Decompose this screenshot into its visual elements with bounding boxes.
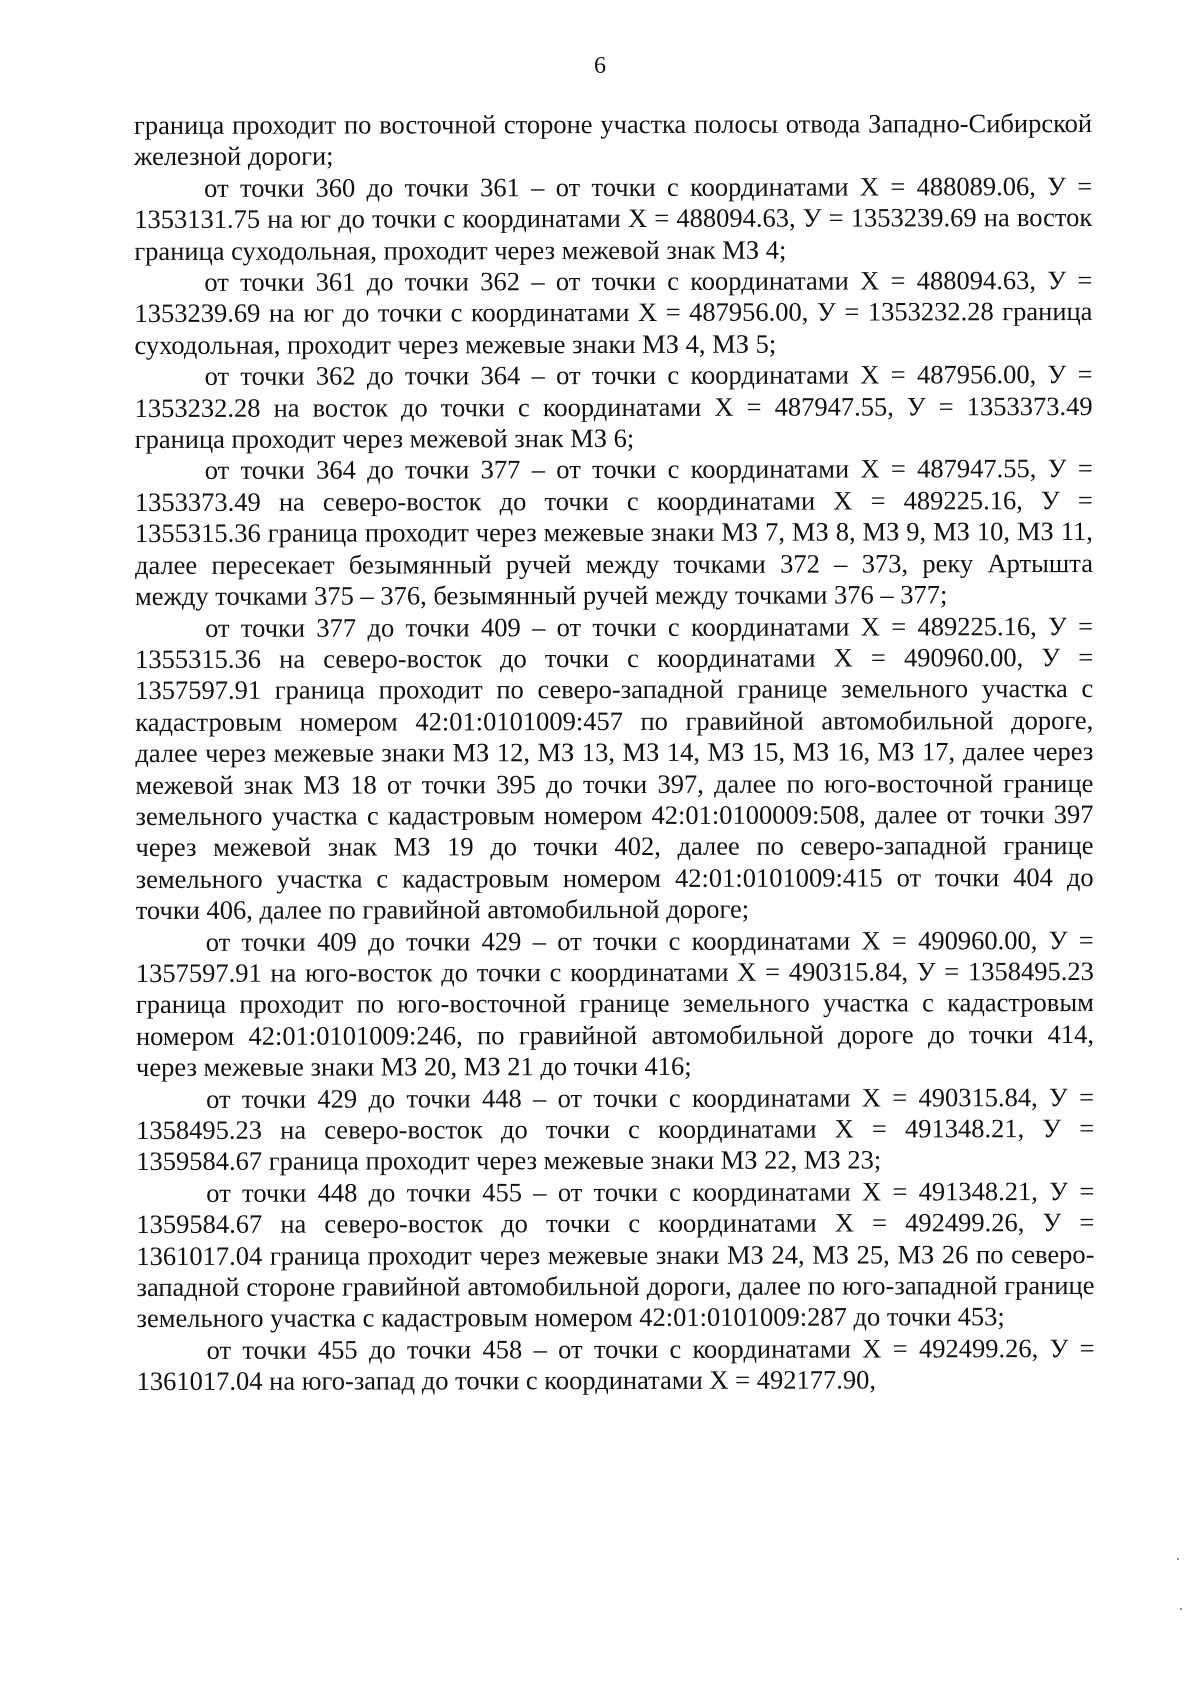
paragraph-segment-429-448: от точки 429 до точки 448 – от точки с координатами Х = 490315.84, У = 1358495.23 на северо-восток до точки с координатами Х = 491348.21, У = 1359584.67 граница проходит через межевые знаки МЗ 22, МЗ 23; [136, 1081, 1095, 1177]
document-body [134, 108, 1095, 1398]
paragraph-segment-448-455: от точки 448 до точки 455 – от точки с координатами Х = 491348.21, У = 1359584.67 на северо-восток до точки с координатами Х = 492499.26, У = 1361017.04 граница проходит через межевые знаки МЗ 24, МЗ 25, МЗ 26 по северо-западной стороне гравийной автомобильной дороги, далее по юго-западной границе земельного участка с кадастровым номером 42:01:0101009:287 до точки 453; [136, 1175, 1095, 1334]
page-number: 6 [594, 53, 606, 79]
scan-speck [1180, 1608, 1182, 1610]
paragraph-segment-377-409: от точки 377 до точки 409 – от точки с координатами Х = 489225.16, У = 1355315.36 на северо-восток до точки с координатами Х = 490960.00, У = 1357597.91 граница проходит по северо-западной границе земельного участка с кадастровым номером 42:01:0101009:457 по гравийной автомобильной дороге, далее через межевые знаки МЗ 12, МЗ 13, МЗ 14, МЗ 15, МЗ 16, МЗ 17, далее через межевой знак МЗ 18 от точки 395 до точки 397, далее по юго-восточной границе земельного участка с кадастровым номером 42:01:0100009:508, далее от точки 397 через межевой знак МЗ 19 до точки 402, далее по северо-западной границе земельного участка с кадастровым номером 42:01:0101009:415 от точки 404 до точки 406, далее по гравийной автомобильной дороге; [135, 610, 1094, 926]
paragraph-segment-361-362: от точки 361 до точки 362 – от точки с координатами Х = 488094.63, У = 1353239.69 на юг до точки с координатами Х = 487956.00, У = 1353232.28 граница суходольная, проходит через межевые знаки МЗ 4, МЗ 5; [134, 265, 1093, 360]
paragraph-continuation: граница проходит по восточной стороне участка полосы отвода Западно-Сибирской железной дороги; [134, 107, 1093, 172]
paragraph-segment-455-458: от точки 455 до точки 458 – от точки с координатами Х = 492499.26, У = 1361017.04 на юго-запад до точки с координатами Х = 492177.90, [136, 1332, 1095, 1397]
scan-speck [1177, 1558, 1179, 1560]
paragraph-segment-360-361: от точки 360 до точки 361 – от точки с координатами Х = 488089.06, У = 1353131.75 на юг до точки с координатами Х = 488094.63, У = 1353239.69 на восток граница суходольная, проходит через межевой знак МЗ 4; [134, 170, 1093, 266]
paragraph-segment-364-377: от точки 364 до точки 377 – от точки с координатами Х = 487947.55, У = 1353373.49 на северо-восток до точки с координатами Х = 489225.16, У = 1355315.36 граница проходит через межевые знаки МЗ 7, МЗ 8, МЗ 9, МЗ 10, МЗ 11, далее пересекает безымянный ручей между точками 372 – 373, реку Артышта между точками 375 – 376, безымянный ручей между точками 376 – 377; [134, 453, 1093, 612]
paragraph-segment-362-364: от точки 362 до точки 364 – от точки с координатами Х = 487956.00, У = 1353232.28 на восток до точки с координатами Х = 487947.55, У = 1353373.49 граница проходит через межевой знак МЗ 6; [134, 359, 1093, 455]
paragraph-segment-409-429: от точки 409 до точки 429 – от точки с координатами Х = 490960.00, У = 1357597.91 на юго-восток до точки с координатами Х = 490315.84, У = 1358495.23 граница проходит по юго-восточной границе земельного участка с кадастровым номером 42:01:0101009:246, по гравийной автомобильной дороге до точки 414, через межевые знаки МЗ 20, МЗ 21 до точки 416; [135, 924, 1094, 1083]
